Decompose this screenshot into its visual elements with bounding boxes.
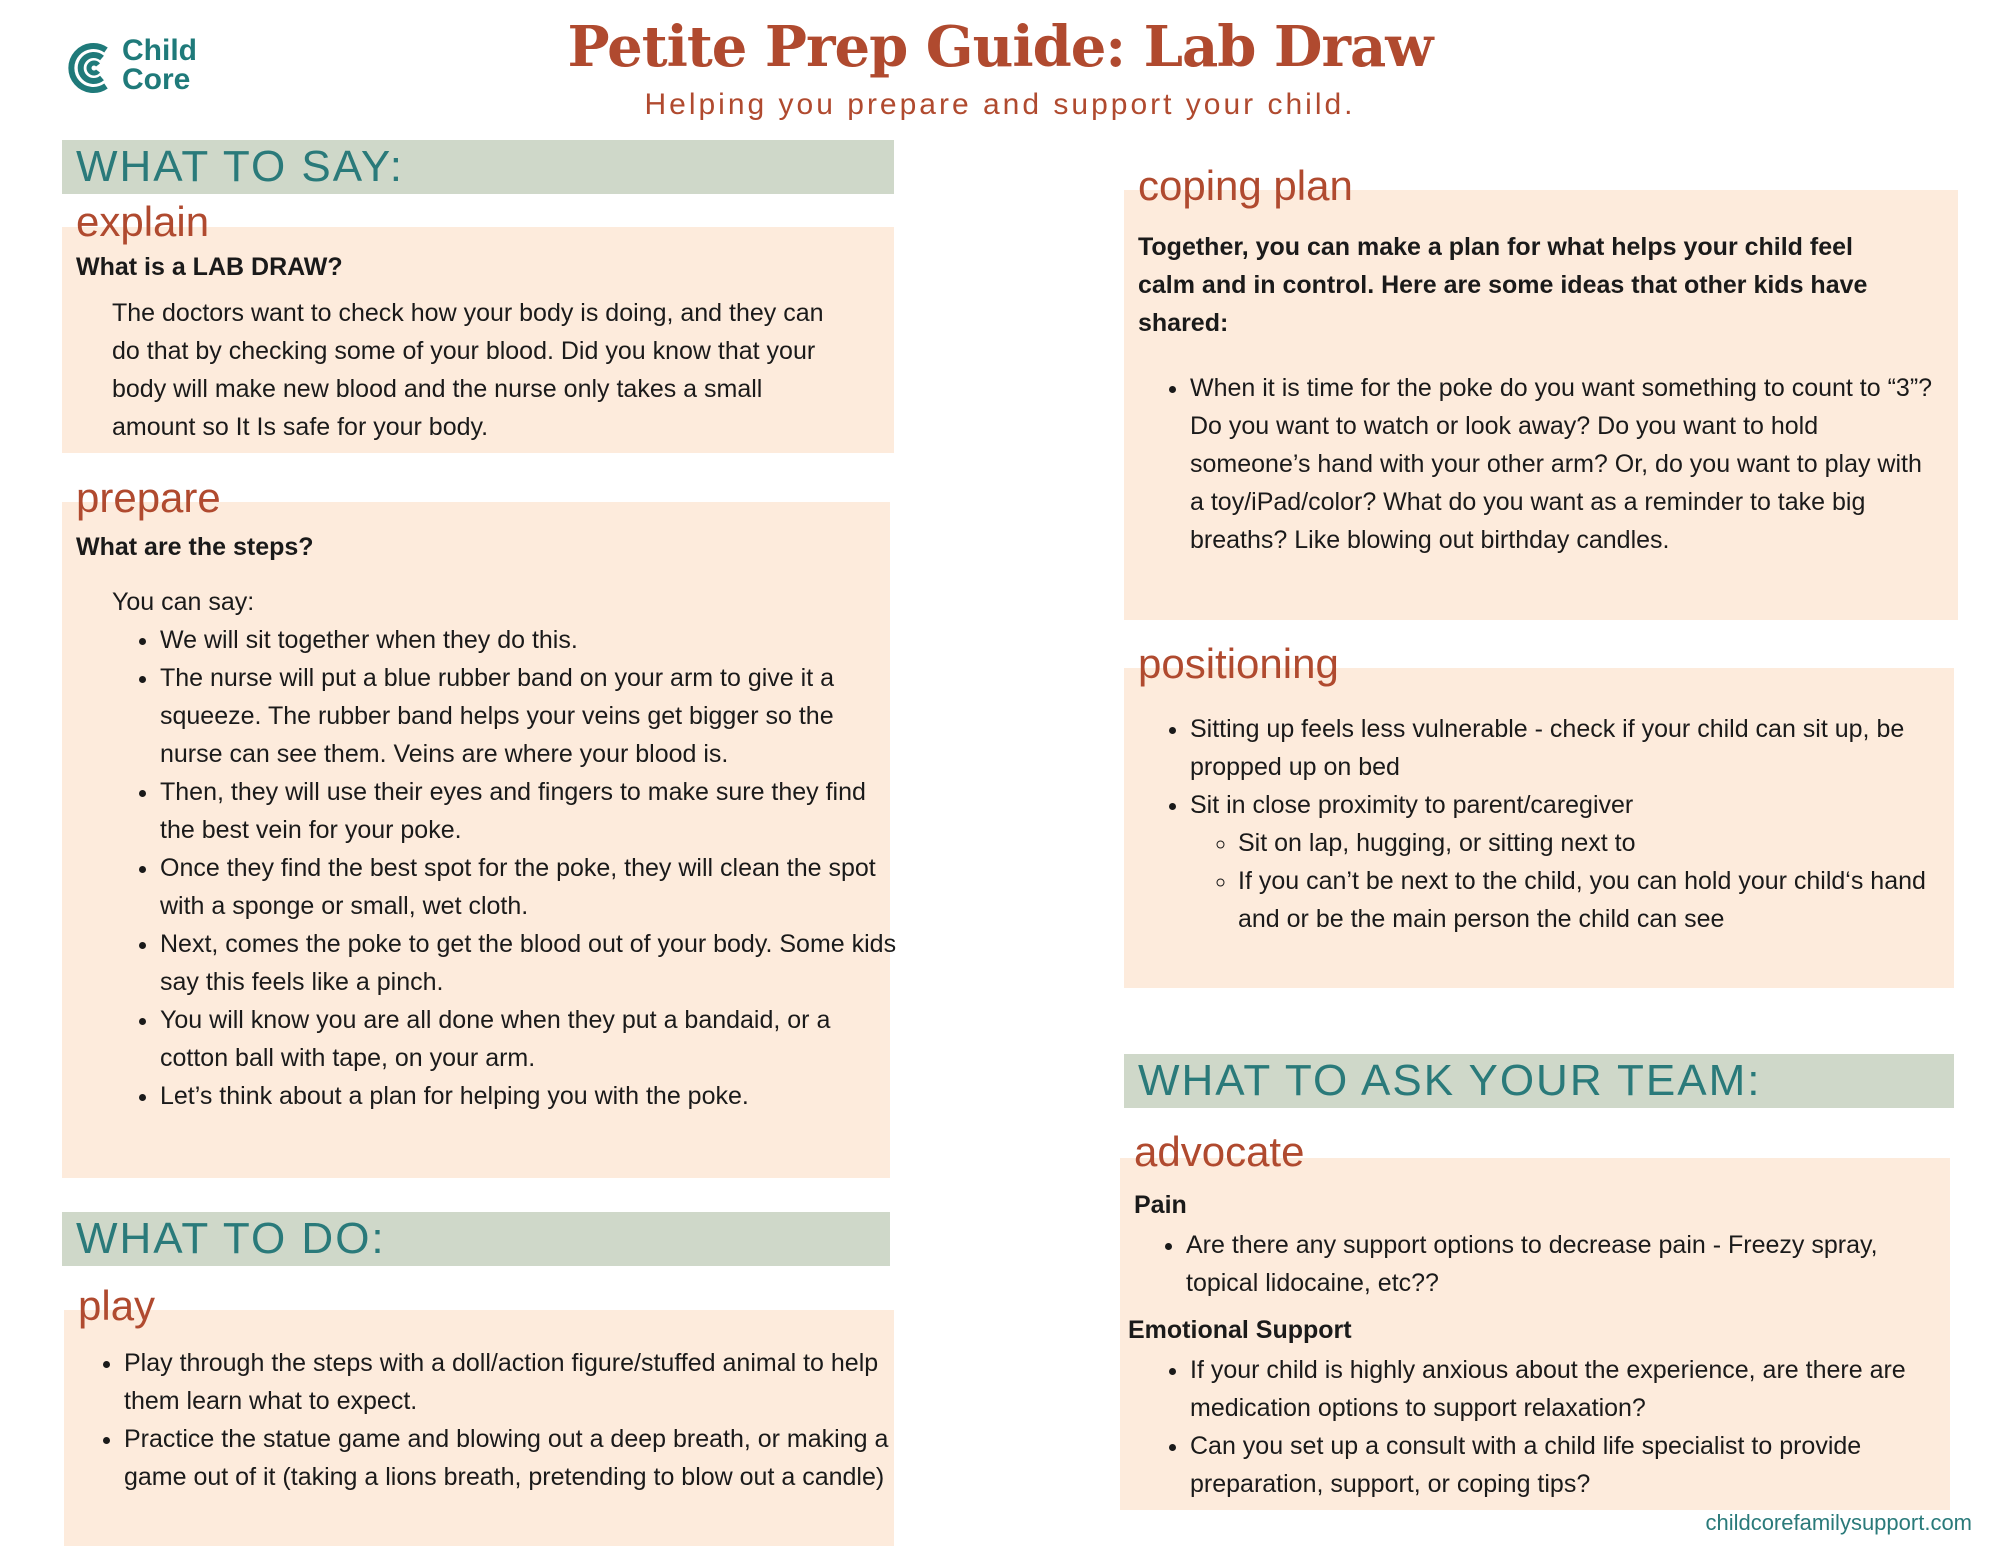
logo-line-1: Child [122,34,197,67]
prepare-title: prepare [76,474,221,521]
logo-text [122,36,197,94]
child-core-logo-icon [62,40,118,96]
positioning-title: positioning [1138,640,1339,687]
page-title: Petite Prep Guide: Lab Draw [567,14,1433,80]
play-title: play [78,1282,156,1329]
emotional-support-list [1156,1351,1950,1503]
list-item: • Practice the statue game and blowing out a deep breath, or making a game out of it (taking a lions breath, pretending to blow out a candle) [124,1420,894,1496]
footer-url[interactable]: childcorefamilysupport.com [1705,1510,1972,1535]
what-to-do-heading: WHAT TO DO: [62,1212,890,1266]
list-item: ◦ Sit on lap, hugging, or sitting next to [1238,824,1938,862]
list-item: • If your child is highly anxious about the experience, are there are medication options to support relaxation? [1190,1351,1950,1427]
coping-plan-list [1156,369,1940,559]
list-item: • Once they find the best spot for the poke, they will clean the spot with a sponge or small, wet cloth. [160,849,900,925]
list-item: • Next, comes the poke to get the blood out of your body. Some kids say this feels like a pinch. [160,925,900,1001]
list-item: • Let’s think about a plan for helping you with the poke. [160,1077,900,1115]
logo-line-2: Core [122,63,191,96]
list-item: • We will sit together when they do this. [160,621,900,659]
list-item: • Can you set up a consult with a child life specialist to provide preparation, support, or coping tips? [1190,1427,1950,1503]
list-item: ◦ If you can’t be next to the child, you can hold your child‘s hand and or be the main person the child can see [1238,862,1938,938]
coping-plan-intro: Together, you can make a plan for what helps your child feel calm and in control. Here are some ideas that other kids have shared: [1138,233,1868,337]
pain-list [1152,1226,1946,1302]
coping-plan-title: coping plan [1138,162,1353,209]
list-item: • The nurse will put a blue rubber band on your arm to give it a squeeze. The rubber band helps your veins get bigger so the nurse can see them. Veins are where your blood is. [160,659,900,773]
what-to-say-heading: WHAT TO SAY: [62,140,894,194]
prepare-question: What are the steps? [76,533,314,561]
list-item: • You will know you are all done when they put a bandaid, or a cotton ball with tape, on your arm. [160,1001,900,1077]
list-item: • Then, they will use their eyes and fingers to make sure they find the best vein for your poke. [160,773,900,849]
positioning-sub-list [1204,824,1938,938]
page-subtitle: Helping you prepare and support your child. [644,88,1356,121]
advocate-title: advocate [1134,1128,1305,1175]
explain-title: explain [76,198,210,245]
emotional-support-label: Emotional Support [1128,1316,1352,1344]
list-item: • Play through the steps with a doll/action figure/stuffed animal to help them learn what to expect. [124,1344,894,1420]
list-item: • Sit in close proximity to parent/caregiver [1190,786,1950,824]
pain-label: Pain [1134,1191,1187,1219]
list-item: • When it is time for the poke do you want something to count to “3”? Do you want to watch or look away? Do you want to hold someone’s hand with your other arm? Or, do you want to play with a toy/iPad/color? What do you want as a reminder to take big breaths? Like blowing out birthday candles. [1190,369,1940,559]
prepare-intro: You can say: [112,588,255,616]
explain-question: What is a LAB DRAW? [76,253,343,281]
prepare-steps-list [126,621,900,1115]
play-list [90,1344,894,1496]
what-to-ask-heading: WHAT TO ASK YOUR TEAM: [1124,1054,1954,1108]
list-item: • Are there any support options to decrease pain - Freezy spray, topical lidocaine, etc?? [1186,1226,1946,1302]
list-item: • Sitting up feels less vulnerable - check if your child can sit up, be propped up on bed [1190,710,1950,786]
positioning-list [1156,710,1950,824]
logo [62,36,232,100]
explain-text: The doctors want to check how your body is doing, and they can do that by checking some of your blood. Did you know that your body will make new blood and the nurse only takes a small amount so It Is safe for your body. [112,299,824,441]
